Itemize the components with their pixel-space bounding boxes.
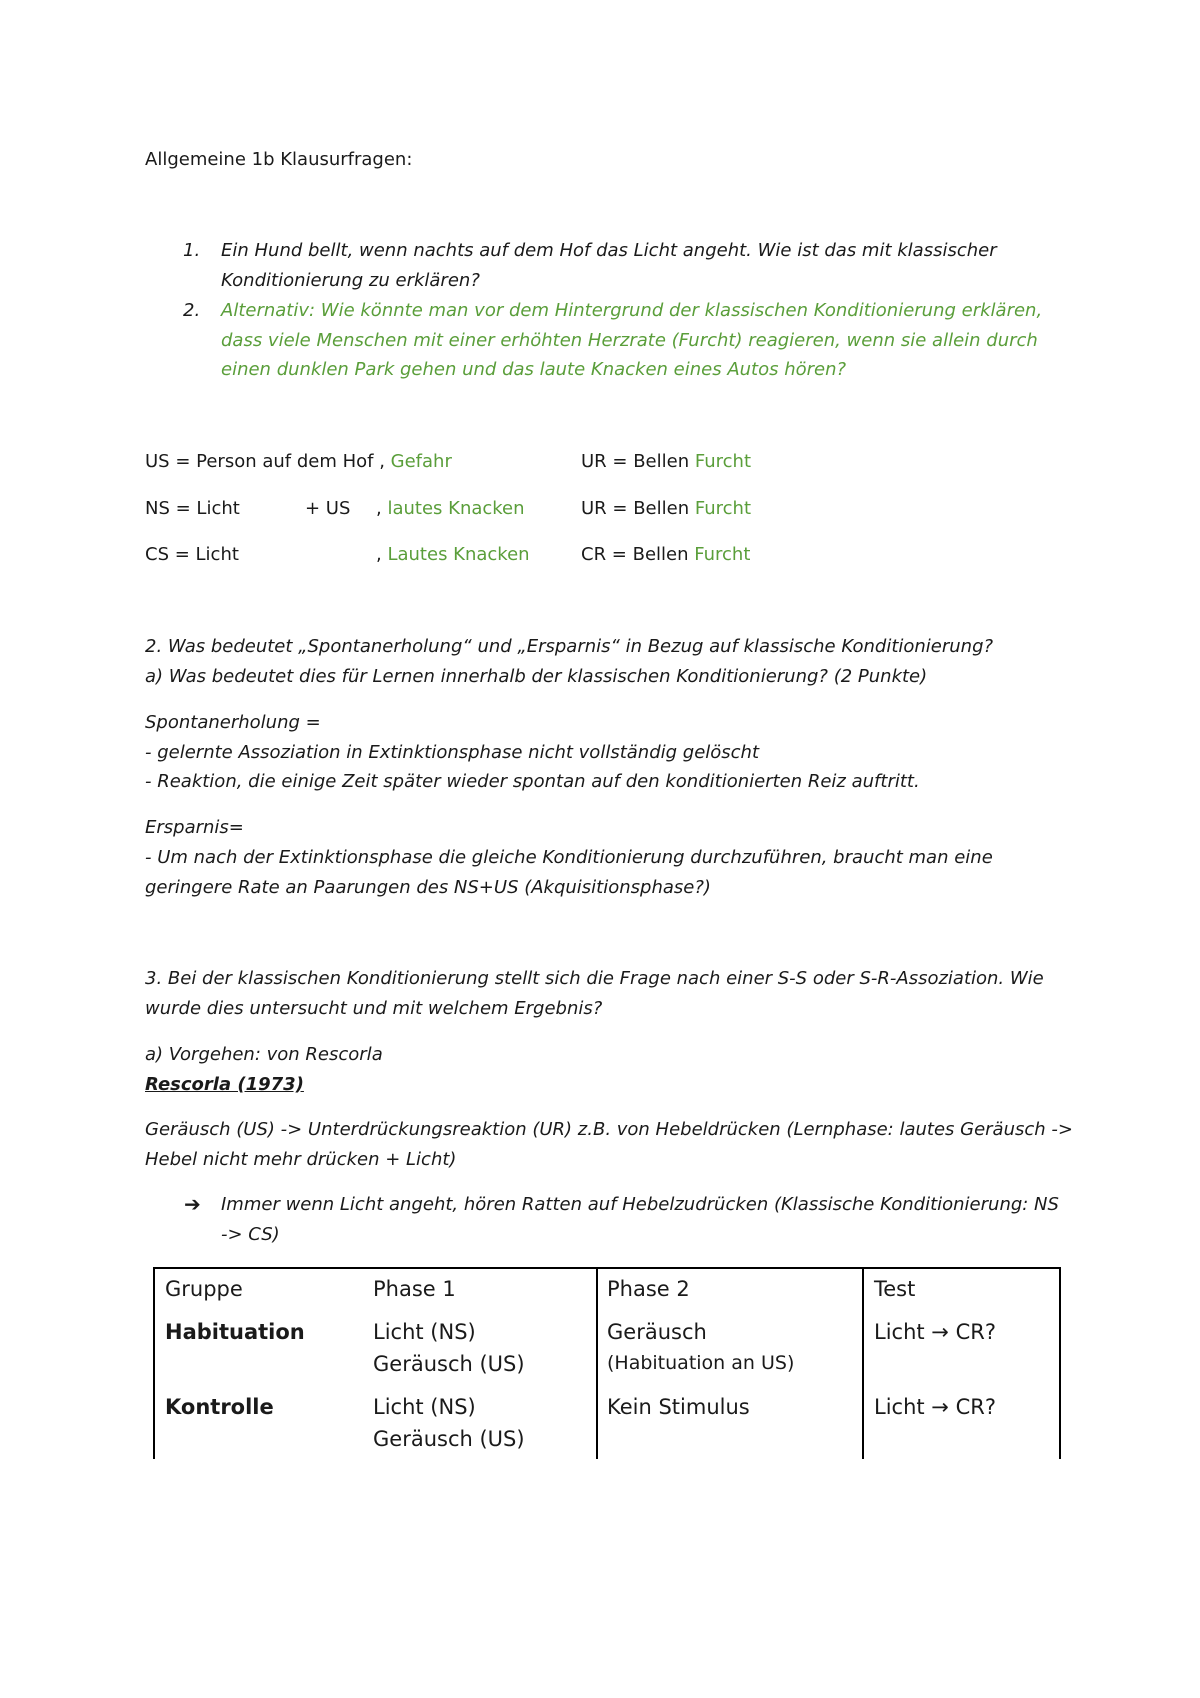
scheme-row-2-green: lautes Knacken (387, 498, 525, 519)
question-1-line1: Ein Hund bellt, wenn nachts auf dem Hof das Licht angeht. Wie ist das mit klassischer (221, 240, 997, 261)
scheme-row-2-response-green: Furcht (694, 498, 752, 519)
scheme-row-1-response-green: Furcht (694, 451, 752, 472)
scheme-row-3-right (581, 540, 750, 569)
scheme-row-1-green: Gefahr (390, 451, 452, 472)
ersparnis-line-2: geringere Rate an Paarungen des NS+US (Akquisitionsphase?) (145, 877, 711, 898)
scheme-row-3-response-green: Furcht (694, 544, 751, 565)
question-2-line3: einen dunklen Park gehen und das laute Knacken eines Autos hören? (221, 359, 847, 380)
table-border-right (1059, 1267, 1061, 1459)
ersparnis-title: Ersparnis= (145, 817, 244, 838)
ersparnis-line-1: - Um nach der Extinktionsphase die gleiche Konditionierung durchzuführen, braucht man eine (145, 847, 993, 868)
scheme-row-2-mid: + US (305, 498, 351, 519)
scheme-row-3-stimulus (376, 540, 530, 569)
document-title: Allgemeine 1b Klausurfragen: (145, 149, 413, 170)
table-header-phase-1: Phase 1 (373, 1277, 456, 1301)
table-row-1-test: Licht → CR? (874, 1320, 996, 1344)
scheme-row-3-left: CS = Licht (145, 544, 239, 565)
table-divider-2 (596, 1267, 598, 1459)
spontanerholung-item-2: - Reaktion, die einige Zeit später wieder spontan auf den konditionierten Reiz auftritt. (145, 771, 920, 792)
table-row-2-phase2-a: Kein Stimulus (607, 1395, 750, 1419)
scheme-row-1-label: US = Person auf dem Hof , (145, 451, 385, 472)
scheme-row-3-comma: , (376, 544, 382, 565)
spontanerholung-title: Spontanerholung = (145, 712, 321, 733)
table-row-2-test: Licht → CR? (874, 1395, 996, 1419)
arrow-bullet-icon: ➔ (184, 1192, 201, 1216)
geraeusch-line-2: Hebel nicht mehr drücken + Licht) (145, 1149, 457, 1170)
table-header-phase-2: Phase 2 (607, 1277, 690, 1301)
table-row-1-group: Habituation (165, 1320, 305, 1344)
vorgehen-line: a) Vorgehen: von Rescorla (145, 1044, 383, 1065)
table-top-border (153, 1267, 1061, 1269)
rescorla-heading: Rescorla (1973) (145, 1074, 304, 1095)
table-divider-3 (862, 1267, 864, 1459)
scheme-row-1-right (581, 447, 751, 476)
section-2-question-line2: a) Was bedeutet dies für Lernen innerhalb der klassischen Konditionierung? (2 Punkte) (145, 666, 928, 687)
scheme-row-1-left (145, 447, 452, 476)
geraeusch-line-1: Geräusch (US) -> Unterdrückungsreaktion (UR) z.B. von Hebeldrücken (Lernphase: lautes Geräusch -> (145, 1119, 1073, 1140)
scheme-row-3-green: Lautes Knacken (387, 544, 530, 565)
section-3-question-line1: 3. Bei der klassischen Konditionierung stellt sich die Frage nach einer S-S oder S-R-Assoziation. Wie (145, 968, 1044, 989)
spontanerholung-item-1: - gelernte Assoziation in Extinktionsphase nicht vollständig gelöscht (145, 742, 760, 763)
question-1-number: 1. (183, 240, 201, 261)
table-row-2-phase1-a: Licht (NS) (373, 1395, 476, 1419)
question-2-number: 2. (183, 300, 201, 321)
arrow-line-2: -> CS) (221, 1224, 280, 1245)
scheme-row-2-right (581, 494, 751, 523)
scheme-row-1-response: UR = Bellen (581, 451, 690, 472)
question-1-line2: Konditionierung zu erklären? (221, 270, 480, 291)
scheme-row-3-response: CR = Bellen (581, 544, 689, 565)
question-2-line1: Alternativ: Wie könnte man vor dem Hintergrund der klassischen Konditionierung erklären, (221, 300, 1043, 321)
table-row-1-phase2-b: (Habituation an US) (607, 1352, 795, 1374)
question-2 (183, 296, 1042, 325)
table-row-1-phase1-b: Geräusch (US) (373, 1352, 525, 1376)
section-2-question-line1: 2. Was bedeutet „Spontanerholung“ und „Ersparnis“ in Bezug auf klassische Konditionierung? (145, 636, 994, 657)
scheme-row-2-stimulus (376, 494, 525, 523)
table-header-test: Test (874, 1277, 916, 1301)
table-row-2-group: Kontrolle (165, 1395, 274, 1419)
scheme-row-2-comma: , (376, 498, 382, 519)
question-1 (183, 236, 997, 265)
scheme-row-2-response: UR = Bellen (581, 498, 690, 519)
question-2-line2: dass viele Menschen mit einer erhöhten Herzrate (Furcht) reagieren, wenn sie allein durch (221, 330, 1038, 351)
table-row-1-phase2-a: Geräusch (607, 1320, 707, 1344)
table-row-1-phase1-a: Licht (NS) (373, 1320, 476, 1344)
table-border-left (153, 1267, 155, 1459)
section-3-question-line2: wurde dies untersucht und mit welchem Ergebnis? (145, 998, 603, 1019)
scheme-row-2-left: NS = Licht (145, 498, 240, 519)
table-row-2-phase1-b: Geräusch (US) (373, 1427, 525, 1451)
table-header-gruppe: Gruppe (165, 1277, 243, 1301)
arrow-line-1: Immer wenn Licht angeht, hören Ratten auf Hebelzudrücken (Klassische Konditionierung: NS (221, 1194, 1059, 1215)
